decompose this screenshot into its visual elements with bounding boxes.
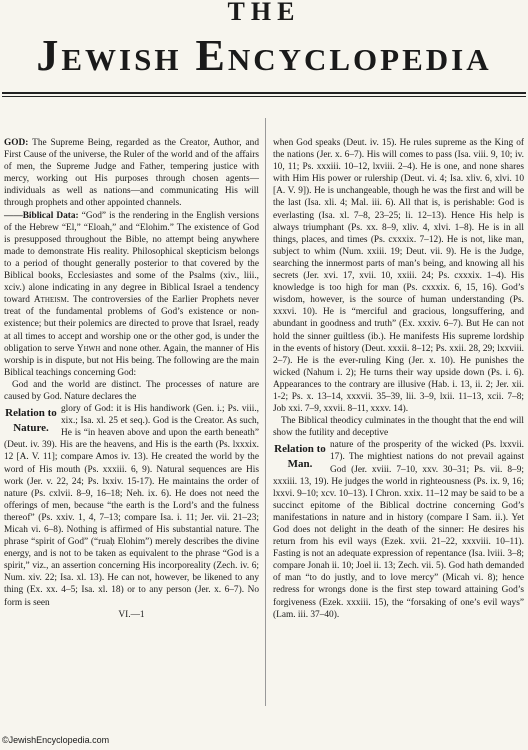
masthead-title: Jewish Encyclopedia xyxy=(36,31,492,80)
paragraph-text: glory of God: it is His handiwork (Gen. i.; Ps. viii., xix.; Isa. xl. 25 et seq.). God is the Creator. As such, He is “in heaven above and upon the earth beneath” (Deut. iv. 39). His are the heavens, and His is the earth (Ps. lxxxix. 12 [A. V. 11]; compare Amos iv. 13). He created the world by the word of His mouth (Ps. xxxiii. 6, 9). Natural sequences are His work (Jer. v. 22, 24; Ps. lxxiv. 15-17). He maintains the order of nature (Ps. cxlvii. 8–9, 16–18; Neh. ix. 6). He does not need the offerings of men, because “the earth is the Lord’s and the fulness thereof” (Ps. xxiv. 1, 4, 7–13; compare Isa. i. 11; Jer. vii. 21–23; Micah vi. 6–8). Nothing is affirmed of His substantial nature. The phrase “spirit of God” (“ruaḥ Elohim”) merely describes the divine energy, and is not to be taken as equivalent to the phrase “God is a spirit,” viz., an assertion concerning His incorporeality (Zech. iv. 6; Num. xiv. 22; Isa. xl. 13). He can not, however, be likened to any thing (Ex. xx. 4–5; Isa. xl. 18) or to any person (Jer. x. 6–7). No form is seen xyxy=(4,404,259,608)
biblical-data-paragraph xyxy=(4,210,259,379)
page-signature: VI.—1 xyxy=(118,609,145,620)
man-paragraph xyxy=(273,439,524,620)
cross-reference-atheism[interactable]: Atheism xyxy=(33,295,67,306)
paragraph-text: . The controversies of the Earlier Prophets never treat of the fundamental problems of God’s existence or non-existence; but their polemics are directed to prove that Israel, ready at all times to accept and worship one or the other god, is under the obligation to serve xyxy=(4,295,259,354)
masthead-the: THE xyxy=(227,0,301,26)
column-divider xyxy=(265,118,266,706)
entry-headword: GOD: xyxy=(4,138,29,148)
paragraph-text: nature of the prosperity of the wicked (Ps. lxxvii. 17). The mightiest nations do not prevail against God (Jer. xviii. 7–10, xxv. 30–31; Ps. vii. 8–9; xxxiii. 13, 19). He judges the world in righteousness (Ps. ix. 9, 16; lxxvi. 9–10; xcv. 10–13). I Chron. xxix. 11–12 may be said to be a succinct epitome of the Biblical doctrine concerning God’s manifestations in nature and in history (compare I Sam. ii.). Yet God does not delight in the death of the sinner: He desires his return from his evil ways (Ezek. xvii. 21–22, xxxviii. 10–11). Fasting is not an adequate expression of repentance (Isa. lviii. 3–8; compare Jonah ii. 10; Joel ii. 13; Zech. vii. 5). God hath demanded of man “to do justly, and to love mercy” (Micah vi. 8); hence redress for wrongs done is the first step toward attaining God’s forgiveness (Ezek. xxxiii. 15), the “forsaking of one’s evil ways” (Lam. iii. 37–40). xyxy=(273,440,524,620)
copyright-footer: ©JewishEncyclopedia.com xyxy=(2,735,110,745)
theodicy-paragraph-lead: The Biblical theodicy culminates in the thought that the end will show the futility and deceptive xyxy=(273,416,524,439)
divine-name: Yhwh xyxy=(76,343,101,354)
column-left xyxy=(4,137,259,621)
nature-paragraph-lead: God and the world are distinct. The processes of nature are caused by God. Nature declares the xyxy=(4,379,259,402)
section-heading-biblical-data: ——Biblical Data: xyxy=(4,210,79,221)
entry-definition: The Supreme Being, regarded as the Creator, Author, and First Cause of the universe, the Ruler of the world and of the affairs of men, the Supreme Judge and Father, tempering justice with mercy, working out His purposes through chosen agents—individuals as well as nations—and communicating His will through prophets and other appointed channels. xyxy=(4,138,259,209)
masthead-rule-thin xyxy=(2,96,526,97)
continuation-paragraph: when God speaks (Deut. iv. 15). He rules supreme as the King of the nations (Jer. x. 6–7). His will comes to pass (Isa. viii. 9, 10; iv. 10, 11; Ps. xxxiii. 10–12, lxviii. 2–4). He is one, and none shares with Him His power or rulership (Deut. vi. 4; Isa. xliv. 6, xlvi. 10 [A. V. 9]). He is unchangeable, though he was the first and will be the last (Isa. xli. 4; Mal. iii. 6). All that is, is perishable: God is everlasting (Isa. xl. 7–8, 23–25; li. 12–13). Hence His help is always triumphant (Ps. xx. 8–9, xliv. 4, xlvi. 1–8). He is in all things, places, and times (Ps. cxxxix. 7–12). He is not, like man, subject to whim (Num. xxiii. 19; Deut. vii. 9). He is the Judge, searching the innermost parts of man’s being, and knowing all his secrets (Jer. xvi. 17, xvii. 10, xxiii. 24; Ps. cxxxix. 1–4). His knowledge is too high for man (Ps. cxxxix. 6, 15, 16). God’s wisdom, however, is the source of human understanding (Ps. xxxvi. 10). He is “merciful and gracious, longsuffering, and abundant in goodness and truth” (Ex. xxxiv. 6–7). But He can not hold the sinner guiltless (ib.). He manifests His supreme lordship in the events of history (Deut. xxxii. 8–12; Ps. xxii. 28, 29; lxxviii. 2–7). He is the ever-ruling King (Jer. x. 10). He punishes the wicked (Nahum i. 2); He turns their way upside down (Ps. i. 6). Appearances to the contrary are illusive (Hab. i. 13, ii. 2; Jer. xii. 1-2; Ps. x. 13–14, xxxvii. 35–39, lii. 3–9, lxii. 11–13, xcii. 7–8; Job xxi. 7–9, xxvii. 8–11, xxxv. 14). xyxy=(273,138,524,415)
column-right xyxy=(273,137,524,621)
paragraph-text: “God” is the rendering in the English versions of the Hebrew “El,” “Eloah,” and “Elohim.” The existence of God is presupposed throughout the Bible, no attempt being anywhere made to demonstrate His reality. Philosophical skepticism belongs to a period of thought generally posterior to that covered by the Biblical books, Ecclesiastes and some of the Psalms (xiv., liii., xciv.) alone indicating in any degree in Biblical Israel a tendency toward xyxy=(4,210,259,306)
side-heading-relation-to-nature: Relation to Nature. xyxy=(5,407,57,435)
paragraph-text: and none other. Again, the manner of His worship is in dispute, but not His being. The following are the main Biblical teachings concerning God: xyxy=(4,343,259,378)
side-heading-relation-to-man: Relation to Man. xyxy=(274,443,326,471)
entry-intro xyxy=(4,137,259,210)
nature-paragraph xyxy=(4,403,259,609)
masthead-rule xyxy=(2,92,526,94)
